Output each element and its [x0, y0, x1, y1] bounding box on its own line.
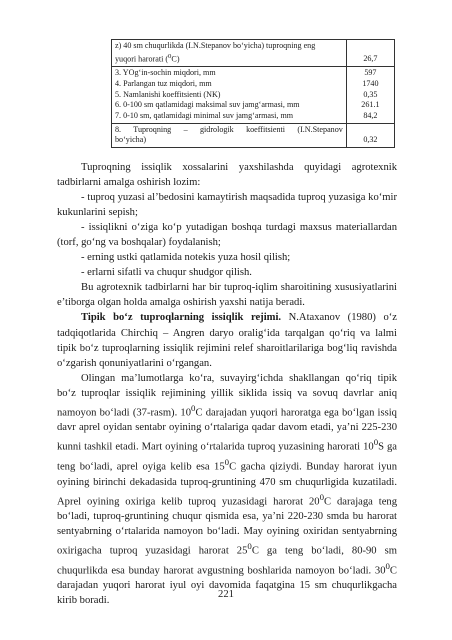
table-value: 84,2 — [363, 110, 378, 120]
table-line: 8. Tuproqning – gidrologik koeffitsienti (I.N.Stepanov — [115, 124, 343, 134]
table-cell-values — [346, 67, 394, 124]
table-line: 7. 0-10 sm, qatlamidagi minimal suv jamg‘armasi, mm — [115, 110, 294, 120]
table-cell-description — [112, 67, 347, 124]
table-value: 0,35 — [363, 89, 378, 99]
paragraph: - erlarni sifatli va chuqur shudgor qilish. — [81, 267, 252, 279]
table-line: bo‘yicha) — [115, 135, 147, 145]
table-row — [112, 40, 395, 67]
paragraph: Tuproqning issiqlik xossalarini yaxshilashda quyidagi agrotexnik tadbirlarni amalga oshirish lozim: — [57, 162, 397, 189]
paragraph: - erning ustki qatlamida notekis yuza hosil qilish; — [81, 252, 291, 264]
section-paragraph: Tipik bo‘z tuproqlarning issiqlik rejimi. N.Ataxanov (1980) o‘z tadqiqotlarida Chirchiq – Angren daryo oralig‘ida tarqalgan qo‘riq va lalmi tipik bo‘z tuproqlarning issiqlik rejimini relef sharoitlarilariga bog‘liq ravishda o‘zgarish qonuniyatlarini o‘rgangan. — [57, 312, 398, 369]
table-line: z) 40 sm chuqurlikda (I.N.Stepanov bo‘yicha) tuproqning eng — [115, 41, 316, 50]
table-line: 5. Namlanishi koeffitsienti (NK) — [115, 89, 221, 99]
table-cell-value: 26,7 — [346, 40, 394, 67]
paragraph: Olingan ma’lumotlarga ko‘ra, suvayirg‘ichda shakllangan qo‘riq tipik bo‘z tuproqlar issiqlik rejimining yillik siklida issiq va sovuq davrlar aniq namoyon bo‘ladi (37-rasm). $10^0C$ darajadan yuqori haroratga ega bo‘lgan issiq davr aprel oyidan sentabr oyining o‘rtalariga qadar davom etadi, ya’ni 225-230 kunni tashkil etadi. Mart oyining o‘rtalarida tuproq yuzasining harorati $10^0S$ ga teng bo‘ladi, aprel oyiga kelib esa $15^0C$ gacha qiziydi. Bunday harorat iyun oyining birinchi dekadasida tuproq-gruntining 470 sm chuqurligida kuzatiladi. Aprel oyining oxiriga kelib tuproq yuzasidagi harorat $20^0C$ darajaga teng bo‘ladi, tuproq-gruntining chuqur qismida esa, ya’ni 220-230 smda bu harorat sentyabrning o‘rtalarida namoyon bo‘ladi. May oyining oxiridan sentyabrning oxirigacha tuproq yuzasidagi harorat $25^0C$ ga teng bo‘ladi, 80-90 sm chuqurlikda esa bunday harorat avgustning boshlarida namoyon bo‘ladi. $30^0C$ darajadan yuqori harorat iyul oyi davomida faqatgina 15 sm chuqurlikgacha kirib boradi. — [57, 372, 398, 607]
paragraph: - issiqlikni o‘ziga ko‘p yutadigan boshqa turdagi maxsus materiallardan (torf, go‘ng va boshqalar) foydalanish; — [57, 222, 397, 249]
table-row — [112, 67, 395, 124]
table-value: 597 — [364, 68, 377, 78]
paragraph: Bu agrotexnik tadbirlarni har bir tuproq-iqlim sharoitining xususiyatlarini e’tiborga olgan holda amalga oshirish yaxshi natija beradi. — [57, 282, 397, 309]
table-cell-value: 0,32 — [346, 123, 394, 147]
body-text — [57, 160, 397, 609]
table-line: 4. Parlangan tuz miqdori, mm — [115, 78, 212, 88]
table-value: 1740 — [362, 78, 379, 88]
table-cell-description — [112, 123, 347, 147]
table-cell-description — [112, 40, 347, 67]
table-line: yuqori harorati ($^0$C) — [115, 52, 180, 64]
table-line: 3. YOg‘in-sochin miqdori, mm — [115, 68, 216, 78]
climate-data-table — [111, 39, 395, 148]
table-value: 261.1 — [361, 100, 380, 110]
table-line: 6. 0-100 sm qatlamidagi maksimal suv jamg‘armasi, mm — [115, 100, 300, 110]
table-row — [112, 123, 395, 147]
page-number: 221 — [218, 589, 234, 600]
paragraph: - tuproq yuzasi al’bedosini kamaytirish maqsadida tuproq yuzasiga ko‘mir kukunlarini sepish; — [57, 192, 397, 219]
